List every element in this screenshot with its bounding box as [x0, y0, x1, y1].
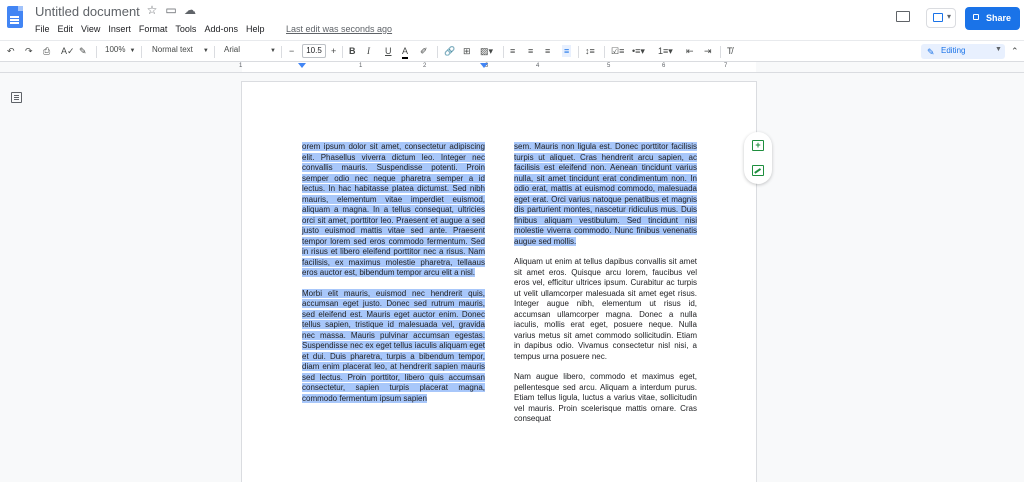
- image-icon[interactable]: ▨▾: [480, 46, 494, 56]
- menu-help[interactable]: Help: [245, 24, 265, 34]
- chevron-down-icon: ▼: [995, 46, 1002, 53]
- numbered-list-icon[interactable]: 1≡▾: [658, 46, 673, 56]
- menu-edit[interactable]: Edit: [57, 24, 74, 34]
- ruler-number: 1: [359, 63, 363, 69]
- menu-addons[interactable]: Add-ons: [204, 24, 238, 34]
- chevron-down-icon: ▾: [947, 12, 952, 21]
- selected-text: Morbi elit mauris, euismod nec hendrerit quis, accumsan eget justo. Donec sed rutrum mauris, sed eleifend est. Mauris eget auctor enim. Donec tellus sapien, tristique id malesuada vel, gravida nec massa. Mauris pulvinar accumsan egestas. Suspendisse nec ex eget tellus iaculis aliquam eget et dui. Duis pharetra, turpis a bibendum tempor, diam enim placerat leo, at hendrerit sapien mauris sed lectus. Proin porttitor, libero quis accumsan consectetur, sapien turpis placerat magna, commodo fermentum ipsum sapien: [302, 288, 485, 403]
- side-actions: [744, 132, 772, 184]
- print-icon[interactable]: ⎙: [43, 46, 51, 56]
- justify-icon[interactable]: ≡: [564, 46, 570, 56]
- paint-format-icon[interactable]: ✎: [79, 46, 87, 56]
- checklist-icon[interactable]: ☑≡: [611, 46, 625, 56]
- ruler-number: 7: [724, 63, 728, 69]
- zoom-value: 100%: [105, 45, 126, 54]
- suggest-edits-icon[interactable]: [752, 165, 764, 176]
- align-right-icon[interactable]: ≡: [545, 46, 551, 56]
- ruler-track[interactable]: [239, 62, 756, 72]
- pencil-icon: ✎: [927, 47, 935, 57]
- bulleted-list-icon[interactable]: •≡▾: [632, 46, 645, 56]
- paragraph[interactable]: Nam augue libero, commodo et maximus eget, pellentesque sed arcu. Aliquam a interdum purus. Etiam tellus ligula, luctus a varius vitae, sollicitudin vel mauris. Proin scelerisque mattis ornare. Cras consequat: [514, 372, 697, 423]
- zoom-select[interactable]: 100% ▼: [105, 45, 136, 54]
- redo-icon[interactable]: ↷: [25, 46, 33, 56]
- column-marker[interactable]: [480, 63, 488, 68]
- editing-mode-label: Editing: [941, 46, 966, 55]
- paragraph[interactable]: Aliquam ut enim at tellus dapibus convallis sit amet sit amet eros. Quisque arcu lorem, faucibus vel eros vel, efficitur ultrices ipsum. Curabitur ac turpis ut velit ullamcorper malesuada sit amet eget risus. Integer augue nibh, elementum ut risus id, accumsan ullamcorper magna. Donec a nulla iaculis, mollis erat eget, posuere neque. Nulla varius metus sit amet commodo sollicitudin. Etiam in dapibus odio. Vivamus consectetur nisl nisi, a tempus urna posuere nec.: [514, 257, 697, 361]
- clear-formatting-icon[interactable]: T̸: [727, 46, 733, 56]
- align-left-icon[interactable]: ≡: [510, 46, 516, 56]
- italic-icon[interactable]: I: [367, 46, 370, 56]
- menu-format[interactable]: Format: [138, 24, 168, 34]
- paragraph[interactable]: [514, 142, 697, 247]
- selected-text: sem. Mauris non ligula est. Donec porttitor facilisis turpis ut aliquet. Cras hendrerit arcu sapien, ac facilisis est eleifend non. Aenean tincidunt varius nulla, sit amet tincidunt erat condimentum non. In odio erat, mattis at euismod commodo, malesuada eget erat. Orci varius natoque penatibus et magnis dis parturient montes, nascetur ridiculus mus. Duis finibus aliquam vestibulum. Sed tincidunt nisi molestie viverra commodo. Nunc finibus venenatis augue sed mollis.: [514, 142, 697, 246]
- left-column[interactable]: [302, 142, 485, 414]
- move-folder-icon[interactable]: ▭: [165, 3, 177, 17]
- comment-icon[interactable]: ⊞: [463, 46, 471, 56]
- share-label: Share: [986, 13, 1012, 23]
- font-size-input[interactable]: 10.5: [302, 44, 326, 58]
- present-icon: [933, 13, 943, 22]
- document-page[interactable]: [242, 82, 756, 482]
- cloud-status-icon[interactable]: ☁: [184, 3, 196, 17]
- left-indent-marker[interactable]: [298, 63, 306, 68]
- right-column[interactable]: [514, 142, 697, 435]
- document-outline-icon[interactable]: [11, 92, 22, 103]
- top-bar: [0, 0, 1024, 40]
- ruler-number: 5: [607, 63, 611, 69]
- ruler-number: 2: [423, 63, 427, 69]
- menu-tools[interactable]: Tools: [175, 24, 197, 34]
- style-value: Normal text: [152, 45, 193, 54]
- collapse-menus-icon[interactable]: ⌃: [1011, 46, 1019, 56]
- menu-view[interactable]: View: [81, 24, 101, 34]
- increase-indent-icon[interactable]: ⇥: [704, 46, 712, 56]
- ruler-number: 3: [485, 63, 489, 69]
- underline-icon[interactable]: U: [385, 46, 392, 56]
- document-title[interactable]: Untitled document: [35, 4, 140, 19]
- bold-icon[interactable]: B: [349, 46, 356, 56]
- style-select[interactable]: Normal text ▼: [152, 45, 209, 54]
- decrease-font-size-icon[interactable]: −: [289, 46, 295, 56]
- menu-file[interactable]: File: [35, 24, 50, 34]
- selected-text: orem ipsum dolor sit amet, consectetur adipiscing elit. Phasellus viverra dictum leo. Integer nec convallis mauris. Suspendisse potenti. Proin semper odio nec neque pharetra semper a id lectus. In hac habitasse platea dictumst. Sed nibh mauris, elementum vitae imperdiet euismod, aliquam a magna. In a tellus consequat, ultricies orci sit amet, porttitor leo. Praesent et augue a sed justo euismod mattis vitae sed ante. Praesent tempor lorem sed eros commodo fermentum. Sed in risus et libero eleifend porttitor nec a risus. Nam facilisis, ex maximus molestie pharetra, tellaaus eros auctor est, bibendum tempor arcu elit a nisl.: [302, 142, 485, 277]
- lock-icon: [973, 14, 979, 20]
- present-button[interactable]: [926, 8, 956, 28]
- align-center-icon[interactable]: ≡: [528, 46, 534, 56]
- comment-history-icon[interactable]: [896, 11, 910, 22]
- docs-logo-icon[interactable]: [7, 6, 23, 28]
- highlight-icon[interactable]: ✐: [420, 46, 428, 56]
- menu-bar: [35, 24, 264, 34]
- menu-insert[interactable]: Insert: [108, 24, 131, 34]
- ruler-number: 6: [662, 63, 666, 69]
- line-spacing-icon[interactable]: ↕≡: [585, 46, 595, 56]
- undo-icon[interactable]: ↶: [7, 46, 15, 56]
- ruler-number: 1: [239, 63, 243, 69]
- font-value: Arial: [224, 45, 241, 54]
- share-button[interactable]: [965, 7, 1020, 30]
- decrease-indent-icon[interactable]: ⇤: [686, 46, 694, 56]
- last-edit-link[interactable]: Last edit was seconds ago: [286, 24, 393, 34]
- ruler: [0, 62, 1024, 73]
- paragraph[interactable]: [302, 289, 485, 405]
- text-color-icon[interactable]: A: [402, 45, 408, 59]
- add-comment-icon[interactable]: +: [752, 140, 764, 151]
- editing-mode-select[interactable]: [921, 44, 1005, 59]
- spellcheck-icon[interactable]: A✓: [61, 46, 75, 56]
- star-icon[interactable]: ☆: [146, 3, 158, 17]
- paragraph[interactable]: [302, 142, 485, 279]
- ruler-number: 4: [536, 63, 540, 69]
- link-icon[interactable]: 🔗: [444, 46, 456, 56]
- increase-font-size-icon[interactable]: +: [331, 46, 337, 56]
- toolbar: [0, 40, 1024, 62]
- font-select[interactable]: Arial ▼: [224, 45, 276, 54]
